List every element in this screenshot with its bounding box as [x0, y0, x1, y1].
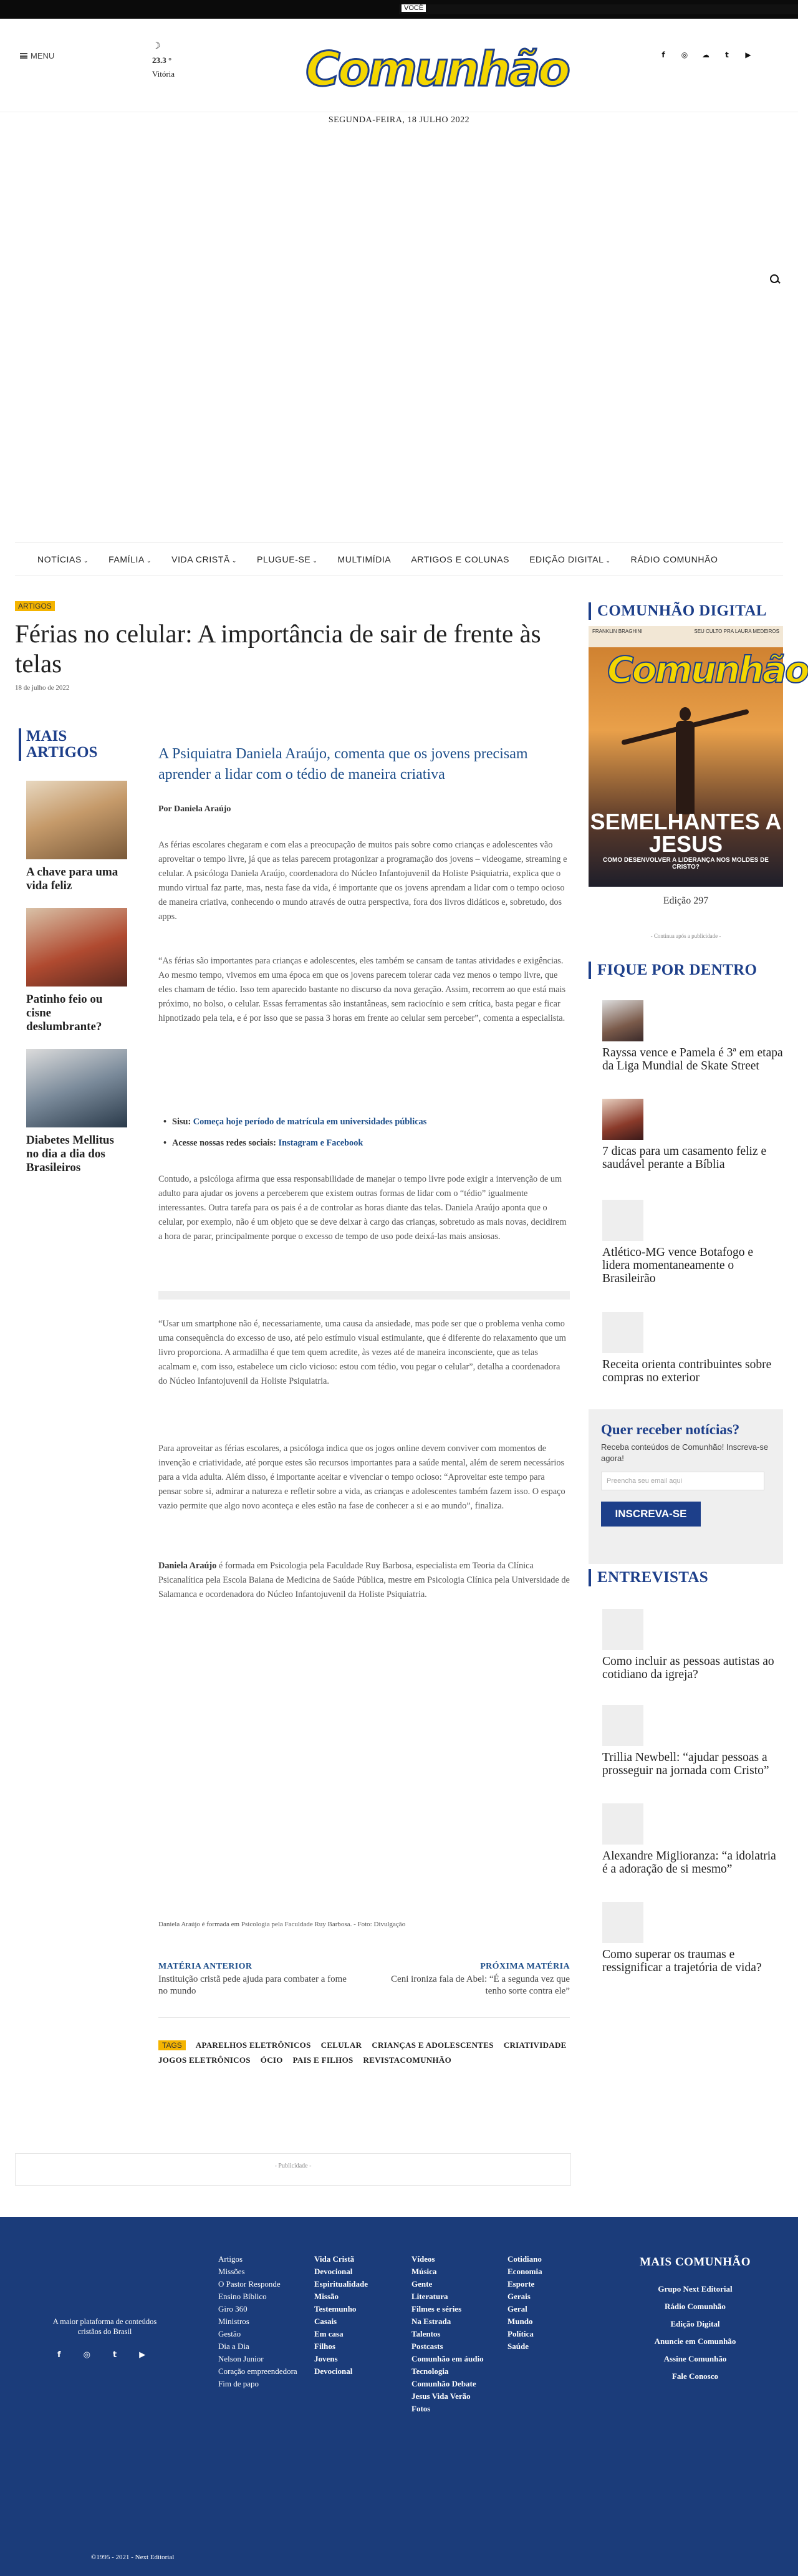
fique-item[interactable]: [602, 1200, 783, 1285]
newsletter-subscribe-button[interactable]: INSCREVA-SE: [601, 1502, 701, 1527]
entrevista-thumbnail[interactable]: [602, 1902, 643, 1943]
article-byline: Por Daniela Araújo: [158, 804, 231, 814]
nav-item-familia[interactable]: FAMÍLIA ⌄: [108, 554, 152, 564]
site-logo[interactable]: [305, 41, 568, 104]
related-link[interactable]: Começa hoje período de matrícula em universidades públicas: [193, 1117, 427, 1127]
more-article-title[interactable]: Patinho feio ou cisne deslumbrante?: [26, 993, 103, 1033]
nav-item-radio[interactable]: RÁDIO COMUNHÃO: [630, 554, 718, 564]
prev-label: MATÉRIA ANTERIOR: [158, 1962, 252, 1971]
footer-mais-link[interactable]: Grupo Next Editorial: [658, 2284, 733, 2294]
tag-list: [158, 2040, 570, 2065]
article-paragraph: Para aproveitar as férias escolares, a psicóloga indica que os jogos online devem conviver com momentos de invenção e criatividade, até porque estes são recursos importantes para a saúde mental, além de serem necessários para a vida adulta. Além disso, é importante aceitar e vivenciar o tempo ocioso: “Aproveitar este tempo para pensar sobre si, admirar a natureza e refletir sobre a vida, as crianças e adolescentes também fazem isso. O espaço vazio permite que algo novo aconteça e eles estão na fase de conhecer a si e ao mundo”, finaliza.: [158, 1444, 565, 1511]
site-header: [0, 19, 798, 125]
chevron-down-icon: ⌄: [83, 557, 89, 564]
more-article-title[interactable]: Diabetes Mellitus no dia a dia dos Brasileiros: [26, 1134, 114, 1174]
tag-link[interactable]: REVISTACOMUNHÃO: [363, 2055, 452, 2065]
entrevista-thumbnail[interactable]: [602, 1705, 643, 1746]
footer-link[interactable]: Missão: [314, 2292, 339, 2301]
copyright: ©1995 - 2021 - Next Editorial: [91, 2554, 175, 2561]
post-navigation: [158, 1962, 570, 2018]
weather-city: Vitória: [152, 69, 175, 79]
prev-title[interactable]: Instituição cristã pede ajuda para combater a fome no mundo: [158, 1974, 347, 1996]
fique-thumbnail[interactable]: [602, 1200, 643, 1241]
soundcloud-icon[interactable]: ☁: [702, 51, 709, 59]
entrevista-title[interactable]: Como incluir as pessoas autistas ao cotidiano da igreja?: [602, 1655, 774, 1681]
moon-icon: ☽: [152, 41, 161, 51]
article-paragraph: Daniela Araújo é formada em Psicologia pela Faculdade Ruy Barbosa, especialista em Teoria da Clínica Psicanalítica pela Escola Baiana de Medicina de Saúde Pública, mestre em Psicologia Clínica pela Universidade de Salamanca e ocordenadora do Núcleo Infantojuvenil da Holiste Psiquiatria.: [158, 1561, 570, 1599]
footer-link[interactable]: Filhos: [314, 2342, 335, 2351]
fique-item-title[interactable]: Atlético-MG vence Botafogo e lidera momentaneamente o Brasileirão: [602, 1246, 754, 1285]
footer-link[interactable]: Devocional: [314, 2366, 353, 2376]
fique-thumbnail[interactable]: [602, 1099, 643, 1140]
news-ticker[interactable]: [399, 4, 798, 14]
tags-label: TAGS: [158, 2040, 186, 2050]
more-article-card[interactable]: [26, 908, 127, 1034]
more-article-title[interactable]: A chave para uma vida feliz: [26, 866, 118, 892]
nav-item-multimidia[interactable]: MULTIMÍDIA: [337, 554, 392, 564]
footer-link[interactable]: Comunhão em áudio: [411, 2354, 484, 2363]
newsletter-box: [589, 1409, 783, 1564]
weather-temp: 23.3 °: [152, 55, 172, 65]
fique-item-title[interactable]: Rayssa vence e Pamela é 3ª em etapa da Liga Mundial de Skate Street: [602, 1046, 783, 1073]
fique-item[interactable]: [602, 1312, 783, 1384]
tag-link[interactable]: CRIANÇAS E ADOLESCENTES: [372, 2040, 494, 2050]
footer-link[interactable]: Cotidiano: [507, 2254, 542, 2264]
fique-item-title[interactable]: Receita orienta contribuintes sobre compras no exterior: [602, 1358, 772, 1384]
entrevista-thumbnail[interactable]: [602, 1609, 643, 1650]
ad-notice: - Continua após a publicidade -: [650, 933, 721, 939]
nav-item-noticias[interactable]: NOTÍCIAS ⌄: [37, 554, 89, 564]
fique-item[interactable]: [602, 1099, 783, 1171]
entrevistas-title: ENTREVISTAS: [589, 1569, 783, 1586]
more-article-card[interactable]: [26, 781, 127, 893]
category-badge[interactable]: ARTIGOS: [15, 601, 55, 611]
tag-link[interactable]: JOGOS ELETRÔNICOS: [158, 2055, 251, 2065]
prev-article-link[interactable]: [158, 1962, 358, 1997]
next-label: PRÓXIMA MATÉRIA: [480, 1962, 570, 1971]
footer-col-artigos: [218, 2253, 299, 2390]
article-date: 18 de julho de 2022: [15, 684, 70, 692]
footer-link[interactable]: Vida Cristã: [314, 2254, 355, 2264]
header-date: SEGUNDA-FEIRA, 18 JULHO 2022: [328, 115, 470, 125]
footer-link[interactable]: Jesus Vida Verão: [411, 2391, 471, 2401]
entrevista-item[interactable]: [602, 1609, 783, 1681]
footer-link[interactable]: Talentos: [411, 2329, 441, 2338]
footer-link[interactable]: Coração empreendedora: [218, 2366, 297, 2376]
footer-link[interactable]: Artigos: [218, 2254, 243, 2264]
related-link-bullet[interactable]: • Sisu: Começa hoje período de matrícula em universidades públicas: [172, 1115, 559, 1129]
search-icon[interactable]: [770, 274, 780, 284]
cover-figure: [657, 707, 713, 819]
footer-link[interactable]: Música: [411, 2267, 437, 2276]
footer-link[interactable]: O Pastor Responde: [218, 2279, 281, 2289]
image-caption: Daniela Araújo é formada em Psicologia pela Faculdade Ruy Barbosa. - Foto: Divulgação: [158, 1921, 406, 1928]
chevron-down-icon: ⌄: [605, 557, 611, 564]
footer-mais-link[interactable]: Assine Comunhão: [663, 2354, 727, 2363]
footer-link[interactable]: Geral: [507, 2304, 527, 2313]
footer-link[interactable]: Postcasts: [411, 2342, 443, 2351]
footer-link[interactable]: Tecnologia: [411, 2366, 449, 2376]
facebook-icon[interactable]: f: [57, 2350, 61, 2360]
footer-link[interactable]: Dia a Dia: [218, 2342, 249, 2351]
logo-wordmark: Comunhão: [305, 41, 568, 97]
instagram-icon[interactable]: ◎: [83, 2350, 90, 2360]
main-nav: [15, 543, 783, 576]
tag-link[interactable]: APARELHOS ELETRÔNICOS: [195, 2040, 311, 2050]
ticker-tag: VOCÊ: [402, 4, 426, 12]
footer-link[interactable]: Saúde: [507, 2342, 529, 2351]
footer-col-noticias: [507, 2253, 589, 2353]
entrevista-title[interactable]: Trillia Newbell: “ajudar pessoas a prosseguir na jornada com Cristo”: [602, 1751, 769, 1777]
site-footer: [0, 2217, 798, 2576]
cover-subheadline: COMO DESENVOLVER A LIDERANÇA NOS MOLDES DE CRISTO?: [603, 857, 769, 871]
tag-link[interactable]: ÓCIO: [260, 2055, 283, 2065]
newsletter-email-input[interactable]: Preencha seu email aqui: [601, 1472, 764, 1490]
header-socials: [658, 50, 753, 60]
fique-item[interactable]: [602, 1000, 783, 1073]
footer-link[interactable]: Gente: [411, 2279, 433, 2289]
fique-item-title[interactable]: 7 dicas para um casamento feliz e saudável perante a Bíblia: [602, 1145, 767, 1171]
footer-link[interactable]: Política: [507, 2329, 534, 2338]
footer-col-vida-crista: [314, 2253, 395, 2378]
mais-comunhao-title: MAIS COMUNHÃO: [639, 2255, 751, 2269]
more-article-card[interactable]: [26, 1049, 127, 1175]
content-divider: [158, 1291, 570, 1300]
cover-topline: FRANKLIN BRAGHINI SEU CULTO PRA LAURA MEDEIROS: [589, 626, 783, 647]
facebook-icon[interactable]: f: [661, 51, 665, 59]
article-paragraph: As férias escolares chegaram e com elas a preocupação de muitos pais sobre como crianças e adolescentes vão aproveitar o tempo livre, já que as telas parecem protagonizar a programação dos jovens – videogame, streaming e celular. A psicóloga Daniela Araújo, coordenadora do Núcleo Infantojuvenil da Holiste Psiquiatria, explica que o mundo virtual faz parte, mas, nesta fase da vida, é importante que os jovens aprendam a lidar com o tempo ocioso de maneira criativa, conhecendo o mundo através de outra perspectiva, fora dos livros didáticos e, sobretudo, dos apps.: [158, 840, 567, 922]
ad-placeholder: - Publicidade -: [15, 2153, 571, 2186]
footer-link[interactable]: Vídeos: [411, 2254, 435, 2264]
twitter-icon[interactable]: t: [725, 51, 729, 59]
twitter-icon[interactable]: t: [113, 2350, 117, 2360]
footer-link[interactable]: Economia: [507, 2267, 542, 2276]
top-bar: [0, 0, 798, 19]
nav-item-edicao-digital[interactable]: EDIÇÃO DIGITAL ⌄: [529, 554, 611, 564]
cover-headline: SEMELHANTES A JESUS: [590, 809, 782, 857]
footer-link[interactable]: Fim de papo: [218, 2379, 259, 2388]
footer-link[interactable]: Comunhão Debate: [411, 2379, 476, 2388]
article-thumbnail[interactable]: [26, 1049, 127, 1127]
footer-link[interactable]: Casais: [314, 2317, 337, 2326]
footer-link[interactable]: Mundo: [507, 2317, 533, 2326]
entrevista-title[interactable]: Alexandre Miglioranza: “a idolatria é a adoração de si mesmo”: [602, 1850, 776, 1876]
footer-link[interactable]: Jovens: [314, 2354, 338, 2363]
mais-comunhao: [617, 2255, 773, 2385]
article-paragraph: Contudo, a psicóloga afirma que essa responsabilidade de manejar o tempo livre pode exigir a intervenção de um adulto para ajudar os jovens a perceberem que existem outras formas de lidar com o “tédio” igualmente interessantes. Outra tarefa para os pais é a de controlar as horas diante das telas. Daniela Araújo aponta que o celular, por exemplo, não é um objeto que se deve deixar à cargo das crianças, sobretudo as mais novas, decidirem a hora de parar, principalmente porque o excesso de tempo de uso pode deixá-las mais ansiosas.: [158, 1174, 567, 1242]
footer-link[interactable]: Giro 360: [218, 2304, 248, 2313]
footer-link[interactable]: Devocional: [314, 2267, 353, 2276]
entrevista-title[interactable]: Como superar os traumas e ressignificar a trajetória de vida?: [602, 1948, 762, 1974]
chevron-down-icon: ⌄: [231, 557, 238, 564]
youtube-icon[interactable]: ▶: [139, 2350, 146, 2360]
article-paragraph: “As férias são importantes para crianças e adolescentes, eles também se cansam de tantas atividades e exigências. Ao mesmo tempo, vivemos em uma época em que os jovens parecem tolerar cada vez menos o tempo livre, que eles chamam de tédio. Isso tem aparecido bastante no discurso da nova geração. Assim, recorrem ao que está mais próximo, no bolso, o celular. Essas ferramentas são instantâneas, sem raciocínio e sem crítica, basta pegar e ficar hipnotizado pela tela, e é por isso que se passa 3 horas em frente ao celular sem perceber”, comenta a especialista.: [158, 956, 566, 1023]
instagram-icon[interactable]: ◎: [681, 51, 688, 59]
footer-link[interactable]: Gerais: [507, 2292, 531, 2301]
next-article-link[interactable]: [370, 1962, 570, 1997]
footer-link[interactable]: Espiritualidade: [314, 2279, 368, 2289]
fique-thumbnail[interactable]: [602, 1312, 643, 1353]
footer-mais-link[interactable]: Fale Conosco: [671, 2371, 719, 2381]
footer-link[interactable]: Gestão: [218, 2329, 241, 2338]
footer-link[interactable]: Esporte: [507, 2279, 535, 2289]
youtube-icon[interactable]: ▶: [745, 51, 751, 59]
fique-por-dentro-title: FIQUE POR DENTRO: [589, 962, 783, 979]
entrevista-thumbnail[interactable]: [602, 1803, 643, 1845]
menu-button[interactable]: [20, 51, 54, 60]
footer-socials: [57, 2350, 145, 2360]
nav-item-artigos-colunas[interactable]: ARTIGOS E COLUNAS: [411, 554, 510, 564]
more-articles-title: MAIS ARTIGOS: [19, 728, 131, 761]
entrevista-item[interactable]: [602, 1705, 783, 1777]
related-link[interactable]: Instagram e Facebook: [278, 1138, 363, 1148]
footer-mais-link[interactable]: Rádio Comunhão: [665, 2302, 726, 2311]
footer-link[interactable]: Literatura: [411, 2292, 448, 2301]
nav-item-plugue-se[interactable]: PLUGUE-SE ⌄: [257, 554, 318, 564]
article-title: Férias no celular: A importância de sair de frente às telas: [15, 619, 541, 678]
tag-link[interactable]: CELULAR: [320, 2040, 362, 2050]
footer-mais-link[interactable]: Edição Digital: [670, 2319, 720, 2328]
nav-item-vida-crista[interactable]: VIDA CRISTÃ ⌄: [171, 554, 238, 564]
article-lede: A Psiquiatra Daniela Araújo, comenta que os jovens precisam aprender a lidar com o tédio de maneira criativa: [158, 746, 528, 783]
tag-link[interactable]: PAIS E FILHOS: [292, 2055, 354, 2065]
edition-number[interactable]: Edição 297: [663, 895, 709, 906]
weather-widget: [152, 40, 175, 79]
footer-link[interactable]: Ensino Bíblico: [218, 2292, 267, 2301]
footer-tagline: A maior plataforma de conteúdos cristãos do Brasil: [52, 2317, 157, 2336]
footer-link[interactable]: Ministros: [218, 2317, 249, 2326]
newsletter-text: Receba conteúdos de Comunhão! Inscreva-se agora!: [601, 1442, 769, 1463]
article-paragraph: “Usar um smartphone não é, necessariamente, uma causa da ansiedade, mas pode ser que o problema venha como uma consequência do excesso de uso, até pelo estímulo visual estimulante, que é diferente do relaxamento que um livro proporciona. A armadilha é que tem quem acredite, às vezes até de maneira inconsciente, que as telas acalmam e, com isso, estabelece um ciclo vicioso: estou com tédio, vou pegar o celular”, detalha a coordenadora do Núcleo Infantojuvenil da Holiste Psiquiatria.: [158, 1319, 566, 1386]
chevron-down-icon: ⌄: [312, 557, 318, 564]
entrevista-item[interactable]: [602, 1803, 783, 1876]
fique-thumbnail[interactable]: [602, 1000, 643, 1041]
footer-link[interactable]: Nelson Junior: [218, 2354, 264, 2363]
tag-link[interactable]: CRIATIVIDADE: [503, 2040, 567, 2050]
footer-link[interactable]: Filmes e séries: [411, 2304, 462, 2313]
cover-logo: Comunhão: [607, 649, 808, 691]
author-name: Daniela Araújo: [158, 1561, 217, 1571]
hamburger-icon: [20, 53, 27, 59]
entrevista-item[interactable]: [602, 1902, 783, 1974]
menu-label: MENU: [31, 51, 55, 60]
footer-link[interactable]: Fotos: [411, 2404, 431, 2413]
footer-link[interactable]: Na Estrada: [411, 2317, 451, 2326]
footer-col-multimidia: [411, 2253, 493, 2415]
article-thumbnail[interactable]: [26, 781, 127, 859]
footer-link[interactable]: Testemunho: [314, 2304, 357, 2313]
magazine-cover[interactable]: [589, 626, 808, 887]
footer-mais-link[interactable]: Anuncie em Comunhão: [654, 2337, 736, 2346]
digital-edition-title: COMUNHÃO DIGITAL: [589, 602, 783, 620]
article-thumbnail[interactable]: [26, 908, 127, 987]
next-title[interactable]: Ceni ironiza fala de Abel: “É a segunda vez que tenho sorte contra ele”: [391, 1974, 570, 1996]
chevron-down-icon: ⌄: [146, 557, 152, 564]
related-link-bullet[interactable]: • Acesse nossas redes sociais: Instagram e Facebook: [172, 1136, 559, 1151]
newsletter-title: Quer receber notícias?: [601, 1422, 740, 1437]
footer-link[interactable]: Missões: [218, 2267, 245, 2276]
footer-link[interactable]: Em casa: [314, 2329, 344, 2338]
